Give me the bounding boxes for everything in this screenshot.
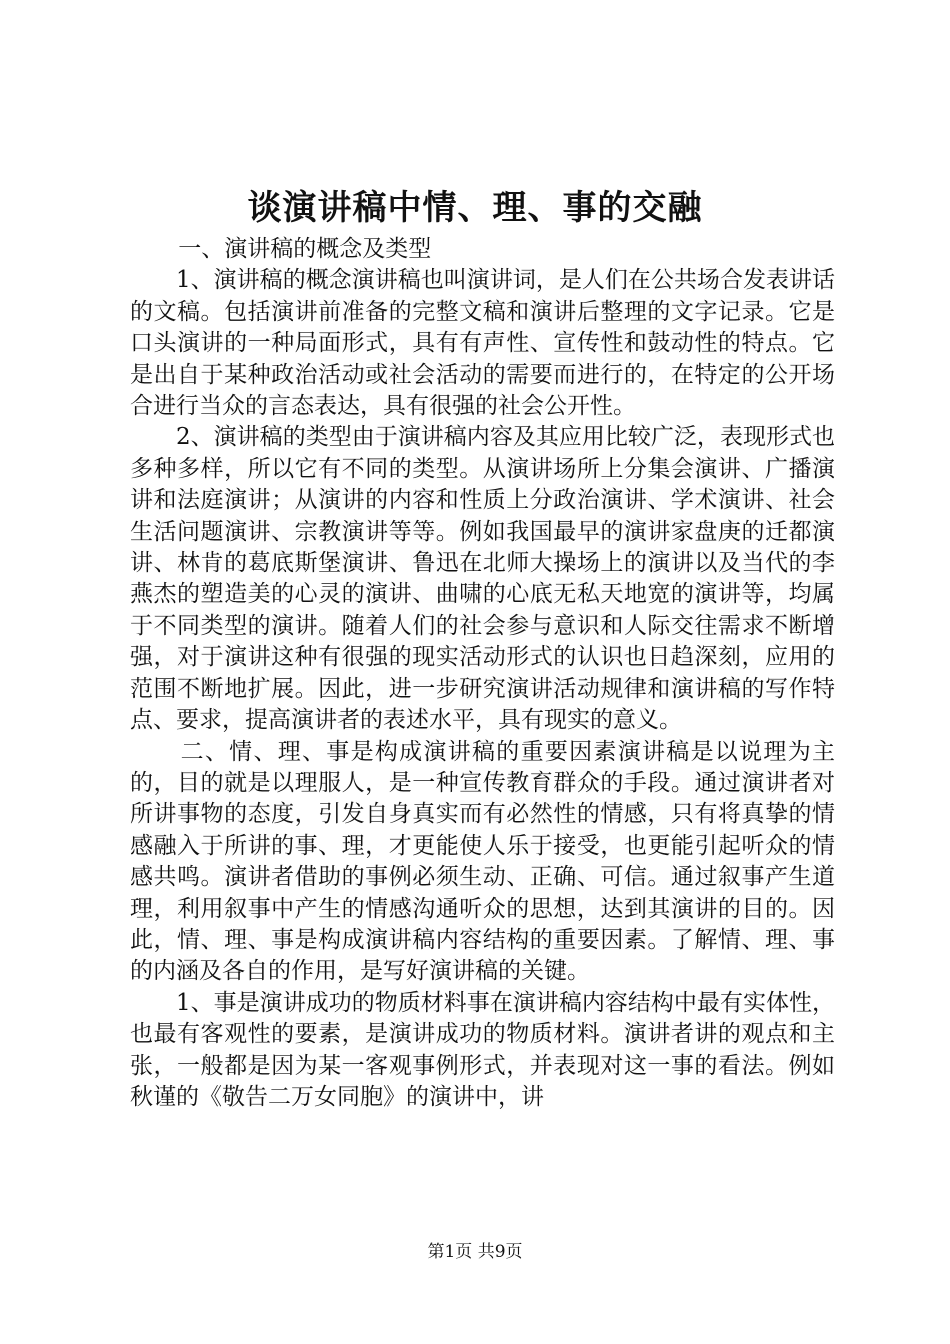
paragraph-4: 1、事是演讲成功的物质材料事在演讲稿内容结构中最有实体性，也最有客观性的要素，是演讲成功的物质材料。演讲者讲的观点和主张，一般都是因为某一客观事例形式，并表现对这一事的看法。例如秋谨的《敬告二万女同胞》的演讲中，讲 bbox=[130, 989, 835, 1110]
paragraph-2: 2、演讲稿的类型由于演讲稿内容及其应用比较广泛，表现形式也多种多样，所以它有不同的类型。从演讲场所上分集会演讲、广播演讲和法庭演讲；从演讲的内容和性质上分政治演讲、学术演讲、社会生活问题演讲、宗教演讲等等。例如我国最早的演讲家盘庚的迁都演讲、林肯的葛底斯堡演讲、鲁迅在北师大操场上的演讲以及当代的李燕杰的塑造美的心灵的演讲、曲啸的心底无私天地宽的演讲等，均属于不同类型的演讲。随着人们的社会参与意识和人际交往需求不断增强，对于演讲这种有很强的现实活动形式的认识也日趋深刻，应用的范围不断地扩展。因此，进一步研究演讲活动规律和演讲稿的写作特点、要求，提高演讲者的表述水平，具有现实的意义。 bbox=[130, 424, 835, 734]
paragraph-1: 1、演讲稿的概念演讲稿也叫演讲词，是人们在公共场合发表讲话的文稿。包括演讲前准备的完整文稿和演讲后整理的文字记录。它是口头演讲的一种局面形式，具有有声性、宣传性和鼓动性的特点。它是出自于某种政治活动或社会活动的需要而进行的，在特定的公开场合进行当众的言态表达，具有很强的社会公开性。 bbox=[130, 267, 835, 420]
page-number-footer: 第1页 共9页 bbox=[427, 1242, 523, 1262]
document-body bbox=[130, 234, 835, 1113]
paragraph-3: 二、情、理、事是构成演讲稿的重要因素演讲稿是以说理为主的，目的就是以理服人，是一种宣传教育群众的手段。通过演讲者对所讲事物的态度，引发自身真实而有必然性的情感，只有将真挚的情感融入于所讲的事、理，才更能使人乐于接受，也更能引起听众的情感共鸣。演讲者借助的事例必须生动、正确、可信。通过叙事产生道理，利用叙事中产生的情感沟通听众的思想，达到其演讲的目的。因此，情、理、事是构成演讲稿内容结构的重要因素。了解情、理、事的内涵及各自的作用，是写好演讲稿的关键。 bbox=[130, 738, 835, 985]
document-title: 谈演讲稿中情、理、事的交融 bbox=[247, 188, 703, 228]
section-heading-1: 一、演讲稿的概念及类型 bbox=[178, 236, 432, 262]
